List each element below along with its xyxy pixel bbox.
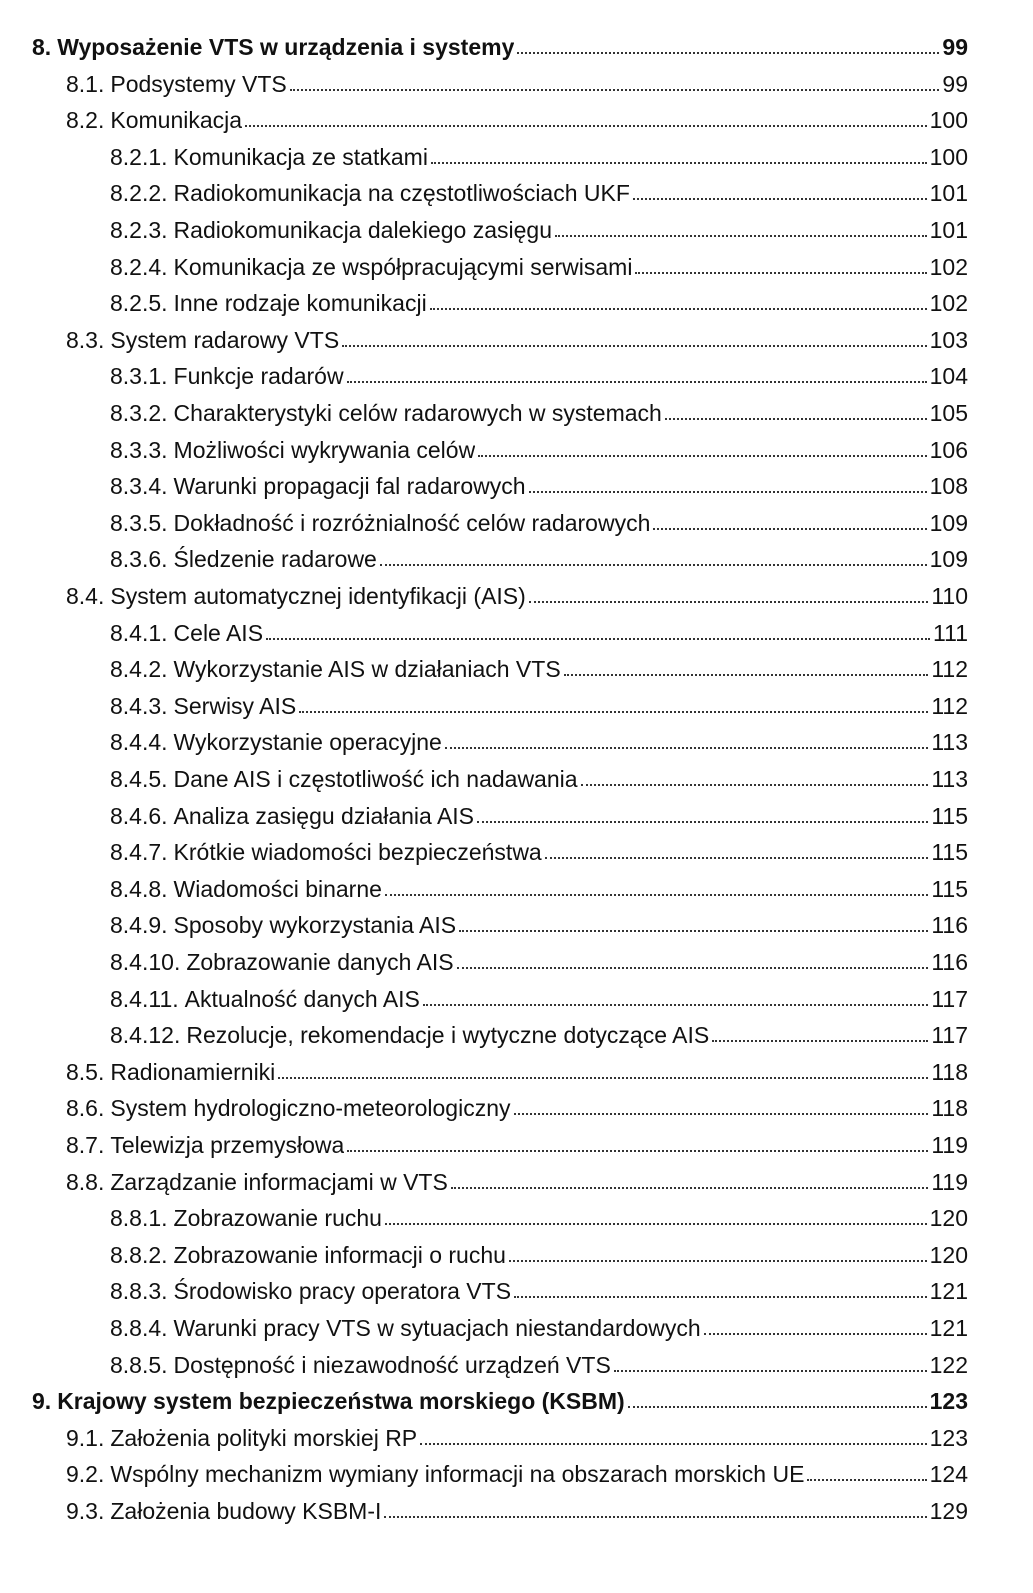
toc-entry-page: 109 — [929, 509, 968, 536]
dot-leader — [555, 235, 927, 237]
toc-entry[interactable] — [66, 103, 968, 133]
toc-entry[interactable] — [110, 1238, 968, 1268]
toc-entry[interactable] — [32, 1384, 968, 1414]
toc-entry-number: 8.3.2. — [110, 400, 168, 426]
toc-entry-page: 116 — [931, 912, 968, 939]
toc-entry-page: 123 — [929, 1388, 968, 1415]
toc-entry[interactable] — [110, 176, 968, 206]
dot-leader — [509, 1260, 927, 1262]
toc-entry[interactable] — [110, 396, 968, 426]
toc-entry-title: Zobrazowanie danych AIS — [186, 949, 454, 975]
toc-entry-title: Sposoby wykorzystania AIS — [173, 912, 457, 939]
toc-entry[interactable] — [110, 1274, 968, 1304]
toc-entry[interactable] — [110, 1311, 968, 1341]
dot-leader — [384, 1516, 926, 1518]
toc-entry-title: Śledzenie radarowe — [173, 546, 377, 573]
toc-entry-page: 121 — [929, 1278, 968, 1305]
dot-leader — [514, 1113, 929, 1115]
toc-entry-title: Dostępność i niezawodność urządzeń VTS — [173, 1351, 611, 1378]
toc-entry-title: Cele AIS — [173, 619, 264, 646]
dot-leader — [517, 52, 939, 54]
toc-entry[interactable] — [32, 30, 968, 60]
dot-leader — [245, 125, 927, 127]
toc-entry-page: 129 — [929, 1498, 968, 1524]
toc-entry[interactable] — [110, 140, 968, 170]
toc-entry-title: System automatycznej identyfikacji (AIS) — [110, 583, 526, 609]
toc-entry-number: 8.8.5. — [110, 1351, 168, 1378]
dot-leader — [614, 1370, 927, 1372]
toc-entry-number: 8.8.2. — [110, 1241, 168, 1268]
dot-leader — [665, 418, 927, 420]
dot-leader — [342, 345, 926, 347]
toc-entry-title: Komunikacja ze współpracującymi serwisami — [173, 253, 633, 280]
dot-leader — [423, 1004, 928, 1006]
toc-entry[interactable] — [110, 945, 968, 975]
toc-entry[interactable] — [110, 652, 968, 682]
dot-leader — [514, 1296, 927, 1298]
toc-entry-page: 115 — [931, 875, 968, 902]
toc-entry[interactable] — [66, 1091, 968, 1121]
toc-entry[interactable] — [66, 67, 968, 97]
toc-entry-title: System hydrologiczno-meteorologiczny — [110, 1095, 511, 1122]
toc-entry-title: Dokładność i rozróżnialność celów radarowych — [173, 509, 651, 536]
dot-leader — [653, 528, 926, 530]
toc-entry-page: 113 — [931, 729, 968, 756]
toc-entry-title: Radiokomunikacja na częstotliwościach UKF — [173, 180, 630, 207]
toc-entry-number: 8.4.4. — [110, 729, 168, 756]
toc-entry-page: 124 — [929, 1461, 968, 1488]
toc-entry-title: Komunikacja ze statkami — [173, 143, 428, 170]
toc-entry-page: 121 — [929, 1315, 968, 1341]
toc-entry-page: 119 — [931, 1132, 968, 1158]
toc-entry-title: Charakterystyki celów radarowych w systemach — [173, 400, 662, 426]
toc-entry-title: Komunikacja — [110, 107, 243, 134]
toc-entry-number: 8.2.5. — [110, 290, 168, 317]
toc-entry[interactable] — [110, 286, 968, 316]
toc-entry-page: 110 — [931, 583, 968, 609]
dot-leader — [347, 381, 927, 383]
toc-entry-page: 117 — [931, 985, 968, 1012]
toc-entry-number: 9.3. — [66, 1498, 105, 1524]
toc-entry-page: 104 — [929, 363, 968, 390]
toc-entry-number: 8.5. — [66, 1058, 105, 1085]
dot-leader — [420, 1443, 926, 1445]
toc-entry-title: Środowisko pracy operatora VTS — [173, 1278, 512, 1305]
dot-leader — [478, 455, 926, 457]
dot-leader — [445, 747, 929, 749]
toc-entry-number: 8.4. — [66, 583, 105, 609]
toc-entry-number: 8.7. — [66, 1132, 105, 1158]
toc-entry-page: 123 — [929, 1424, 968, 1451]
toc-entry[interactable] — [66, 1421, 968, 1451]
toc-entry-page: 101 — [929, 180, 968, 207]
dot-leader — [290, 89, 940, 91]
toc-entry[interactable] — [110, 872, 968, 902]
dot-leader — [477, 821, 928, 823]
dot-leader — [635, 272, 926, 274]
toc-entry-title: Zobrazowanie informacji o ruchu — [173, 1241, 506, 1268]
dot-leader — [704, 1333, 927, 1335]
toc-entry-title: Aktualność danych AIS — [184, 985, 420, 1012]
toc-entry-page: 118 — [931, 1095, 968, 1122]
toc-entry[interactable] — [66, 1165, 968, 1195]
toc-entry-title: Zarządzanie informacjami w VTS — [110, 1168, 448, 1195]
toc-entry-title: Funkcje radarów — [173, 363, 344, 390]
toc-entry-number: 8.3.3. — [110, 436, 168, 463]
toc-entry-number: 8.4.7. — [110, 839, 168, 866]
toc-entry-title: Możliwości wykrywania celów — [173, 436, 476, 463]
toc-entry-page: 99 — [942, 34, 968, 60]
toc-entry[interactable] — [110, 1348, 968, 1378]
toc-entry-number: 9.1. — [66, 1424, 105, 1451]
toc-entry-number: 8.2.2. — [110, 180, 168, 207]
toc-entry-title: Krótkie wiadomości bezpieczeństwa — [173, 839, 542, 866]
toc-entry-number: 8.2.4. — [110, 253, 168, 280]
toc-entry-page: 120 — [929, 1241, 968, 1268]
toc-entry-number: 8.6. — [66, 1095, 105, 1122]
toc-entry[interactable] — [110, 908, 968, 938]
toc-entry[interactable] — [110, 1018, 968, 1048]
toc-entry[interactable] — [66, 579, 968, 609]
dot-leader — [564, 674, 929, 676]
dot-leader — [633, 198, 927, 200]
toc-entry-page: 103 — [929, 326, 968, 353]
toc-entry-title: Dane AIS i częstotliwość ich nadawania — [173, 766, 578, 792]
toc-entry-title: Wyposażenie VTS w urządzenia i systemy — [57, 34, 515, 60]
toc-entry-page: 119 — [931, 1168, 968, 1195]
toc-entry-page: 102 — [929, 253, 968, 280]
toc-entry-title: Warunki propagacji fal radarowych — [173, 473, 526, 500]
toc-entry[interactable] — [110, 1201, 968, 1231]
dot-leader — [712, 1040, 928, 1042]
toc-entry-title: Radionamierniki — [110, 1058, 276, 1085]
toc-entry[interactable] — [110, 616, 968, 646]
toc-entry-title: Warunki pracy VTS w sytuacjach niestandardowych — [173, 1315, 701, 1341]
dot-leader — [581, 784, 929, 786]
toc-entry-title: Telewizja przemysłowa — [110, 1132, 345, 1158]
toc-entry-title: Podsystemy VTS — [110, 70, 287, 97]
toc-entry-title: Założenia polityki morskiej RP — [110, 1424, 418, 1451]
toc-entry[interactable] — [110, 506, 968, 536]
toc-entry-number: 8.4.8. — [110, 875, 168, 902]
toc-entry-number: 8.4.1. — [110, 619, 168, 646]
toc-entry-title: Wiadomości binarne — [173, 875, 382, 902]
toc-entry[interactable] — [110, 359, 968, 389]
dot-leader — [545, 857, 929, 859]
toc-entry-number: 8.4.5. — [110, 766, 168, 792]
toc-entry[interactable] — [66, 1457, 968, 1487]
toc-entry-page: 115 — [931, 802, 968, 829]
dot-leader — [380, 564, 927, 566]
dot-leader — [266, 638, 930, 640]
toc-entry-page: 122 — [929, 1351, 968, 1378]
toc-entry-title: Rezolucje, rekomendacje i wytyczne dotyczące AIS — [186, 1022, 710, 1049]
toc-entry-number: 8.4.12. — [110, 1022, 181, 1049]
toc-entry-number: 8.4.9. — [110, 912, 168, 939]
toc-entry-title: System radarowy VTS — [110, 326, 340, 353]
toc-entry-number: 8.8.3. — [110, 1278, 168, 1305]
dot-leader — [807, 1479, 926, 1481]
toc-entry-title: Założenia budowy KSBM-I — [110, 1498, 382, 1524]
toc-entry-title: Serwisy AIS — [173, 692, 297, 719]
dot-leader — [385, 894, 928, 896]
toc-entry[interactable] — [110, 542, 968, 572]
toc-entry-number: 8.8.4. — [110, 1315, 168, 1341]
toc-entry-number: 8.2. — [66, 107, 105, 134]
toc-entry[interactable] — [110, 469, 968, 499]
toc-entry-page: 105 — [929, 400, 968, 426]
toc-entry-title: Krajowy system bezpieczeństwa morskiego (KSBM) — [57, 1388, 625, 1415]
toc-entry[interactable] — [110, 982, 968, 1012]
toc-entry-number: 8.1. — [66, 70, 105, 97]
toc-entry-title: Wykorzystanie operacyjne — [173, 729, 442, 756]
dot-leader — [385, 1223, 927, 1225]
toc-entry-title: Inne rodzaje komunikacji — [173, 290, 427, 317]
toc-entry-page: 116 — [931, 949, 968, 975]
toc-entry-number: 8.3.4. — [110, 473, 168, 500]
toc-entry-page: 115 — [931, 839, 968, 866]
dot-leader — [431, 162, 927, 164]
toc-entry-page: 100 — [929, 143, 968, 170]
toc-entry-page: 109 — [929, 546, 968, 573]
toc-entry-page: 120 — [929, 1205, 968, 1232]
toc-entry-number: 9.2. — [66, 1461, 105, 1488]
toc-entry[interactable] — [66, 323, 968, 353]
toc-entry-title: Wspólny mechanizm wymiany informacji na obszarach morskich UE — [110, 1461, 805, 1488]
toc-entry[interactable] — [66, 1494, 968, 1524]
toc-entry-number: 8.2.3. — [110, 217, 168, 243]
toc-entry[interactable] — [66, 1128, 968, 1158]
toc-entry[interactable] — [110, 762, 968, 792]
dot-leader — [529, 491, 927, 493]
toc-entry-title: Zobrazowanie ruchu — [173, 1205, 382, 1232]
toc-entry-page: 111 — [933, 619, 968, 646]
toc-entry-number: 8.3.5. — [110, 509, 168, 536]
dot-leader — [628, 1406, 927, 1408]
toc-entry-page: 106 — [929, 436, 968, 463]
toc-entry[interactable] — [110, 725, 968, 755]
toc-entry-title: Analiza zasięgu działania AIS — [173, 802, 475, 829]
toc-entry-number: 8.4.10. — [110, 949, 181, 975]
toc-entry[interactable] — [110, 250, 968, 280]
toc-entry-number: 8.8. — [66, 1168, 105, 1195]
toc-entry-page: 100 — [929, 107, 968, 134]
dot-leader — [451, 1187, 929, 1189]
toc-entry-title: Radiokomunikacja dalekiego zasięgu — [173, 217, 553, 243]
toc-entry-page: 108 — [929, 473, 968, 500]
toc-entry-page: 112 — [931, 692, 968, 719]
toc-entry-page: 113 — [931, 766, 968, 792]
toc-entry-number: 8.4.3. — [110, 692, 168, 719]
toc-entry[interactable] — [66, 1055, 968, 1085]
toc-entry-page: 101 — [929, 217, 968, 243]
toc-entry-page: 118 — [931, 1058, 968, 1085]
toc-entry-page: 112 — [931, 656, 968, 683]
toc-entry-page: 102 — [929, 290, 968, 317]
toc-entry[interactable] — [110, 689, 968, 719]
dot-leader — [299, 711, 928, 713]
toc-entry-number: 8.2.1. — [110, 143, 168, 170]
toc-entry-number: 8.3.1. — [110, 363, 168, 390]
toc-entry[interactable] — [110, 835, 968, 865]
toc-entry-title: Wykorzystanie AIS w działaniach VTS — [173, 656, 561, 683]
dot-leader — [529, 601, 929, 603]
dot-leader — [457, 967, 929, 969]
toc-entry[interactable] — [110, 433, 968, 463]
dot-leader — [347, 1150, 928, 1152]
toc-entry[interactable] — [110, 213, 968, 243]
toc-entry-number: 9. — [32, 1388, 52, 1415]
dot-leader — [278, 1077, 928, 1079]
toc-entry[interactable] — [110, 799, 968, 829]
toc-entry-page: 99 — [942, 70, 968, 97]
toc-entry-number: 8.4.11. — [110, 985, 179, 1012]
toc-entry-number: 8.3. — [66, 326, 105, 353]
toc-entry-number: 8.4.6. — [110, 802, 168, 829]
toc-entry-page: 117 — [931, 1022, 968, 1049]
toc-entry-number: 8.8.1. — [110, 1205, 168, 1232]
toc-entry-number: 8.4.2. — [110, 656, 168, 683]
toc-entry-number: 8. — [32, 34, 52, 60]
dot-leader — [459, 930, 928, 932]
dot-leader — [430, 308, 927, 310]
toc-entry-number: 8.3.6. — [110, 546, 168, 573]
